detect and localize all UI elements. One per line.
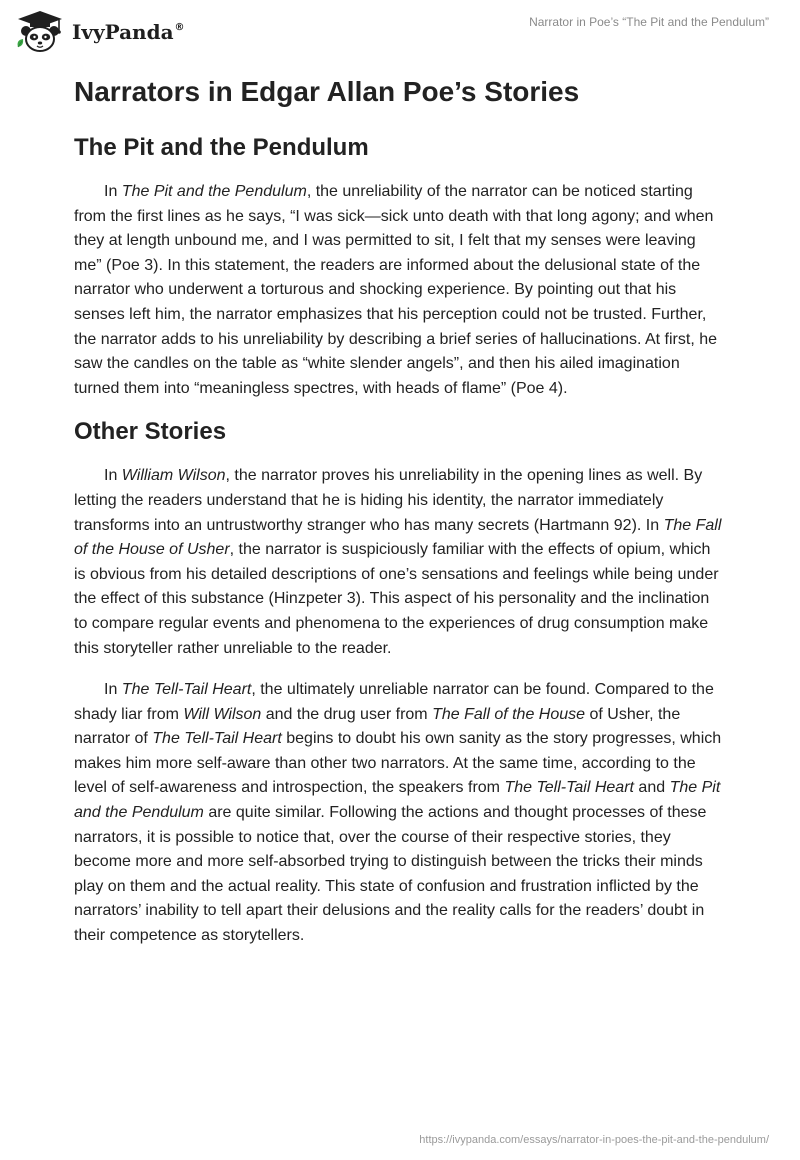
paragraph-text: In xyxy=(104,467,122,485)
italic-title-text: The Pit and the Pendulum xyxy=(74,779,721,822)
italic-title-text: The Tell-Tail Heart xyxy=(152,730,282,748)
section-heading-other-stories: Other Stories xyxy=(74,418,227,446)
paragraph-tell-tail-heart xyxy=(74,678,726,949)
section-heading-pit-and-pendulum: The Pit and the Pendulum xyxy=(74,134,369,161)
italic-title-text: The Pit and the Pendulum xyxy=(121,183,307,200)
paragraph-text: of Usher, the narrator of xyxy=(74,705,681,748)
italic-title-text: The Fall of the House of Usher xyxy=(74,516,722,559)
source-url[interactable]: https://ivypanda.com/essays/narrator-in-poes-the-pit-and-the-pendulum/ xyxy=(419,1134,769,1146)
paragraph-text: and the drug user from xyxy=(261,705,433,723)
page-header xyxy=(0,0,800,60)
paragraph-william-wilson xyxy=(74,464,726,661)
paragraph-text: , the unreliability of the narrator can be noticed starting from the first lines as he says, “I was sick—sick unto death with that long agony; and when they at length unbound me, and I was permitted to sit, I felt that my senses were leaving me” (Poe 3). In this statement, the readers are informed about the delusional state of the narrator who underwent a torturous and shocking experience. By pointing out that his senses left him, the narrator emphasizes that his perception could not be trusted. Further, the narrator adds to his unreliability by describing a brief series of hallucinations. At first, he saw the candles on the table as “white slender angels”, and then his ailed imagination turned them into “meaningless spectres, with heads of flame” (Poe 4). xyxy=(74,183,717,397)
italic-title-text: William Wilson xyxy=(121,467,226,485)
paragraph-text: In xyxy=(104,183,122,200)
page-title: Narrators in Edgar Allan Poe’s Stories xyxy=(74,76,580,107)
paragraph-text: and xyxy=(633,779,670,797)
article-content xyxy=(74,72,726,949)
italic-title-text: The Tell-Tail Heart xyxy=(504,779,634,797)
ivypanda-logo[interactable] xyxy=(14,9,185,53)
paragraph-text: In xyxy=(104,681,122,699)
paragraph-text: , the ultimately unreliable narrator can be found. Compared to the shady liar from xyxy=(74,681,714,723)
logo-wordmark: IvyPanda® xyxy=(72,20,185,44)
document-title-header: Narrator in Poe’s “The Pit and the Pendulum” xyxy=(529,15,769,29)
paragraph-pit-and-pendulum xyxy=(74,180,726,401)
paragraph-text: are quite similar. Following the actions and thought processes of these narrators, it is possible to notice that, over the course of their respective stories, they become more and more self-absorbed trying to distinguish between the tricks their minds play on them and the actual reality. This state of confusion and frustration inflicted by the narrators’ inability to tell apart their delusions and the reality calls for the readers’ doubt in their competence as storytellers. xyxy=(74,804,707,945)
paragraph-text: , the narrator is suspiciously familiar with the effects of opium, which is obvious from his detailed descriptions of one’s sensations and feelings while being under the effect of this substance (Hinzpeter 3). This aspect of his personality and the inclination to compare regular events and phenomena to the experiences of drug consumption make this storyteller rather unreliable to the reader. xyxy=(74,541,719,657)
paragraph-text: , the narrator proves his unreliability in the opening lines as well. By letting the readers understand that he is hiding his identity, the narrator immediately transforms into an untrustworthy stranger who has many secrets (Hartmann 92). In xyxy=(74,467,703,534)
italic-title-text: Will Wilson xyxy=(183,705,262,723)
panda-graduate-icon xyxy=(14,9,66,53)
italic-title-text: The Tell-Tail Heart xyxy=(121,681,252,699)
italic-title-text: The Fall of the House xyxy=(432,705,586,723)
paragraph-text: begins to doubt his own sanity as the story progresses, which makes him more self-aware than other two narrators. At the same time, according to the level of self-awareness and introspection, the speakers from xyxy=(74,730,722,797)
